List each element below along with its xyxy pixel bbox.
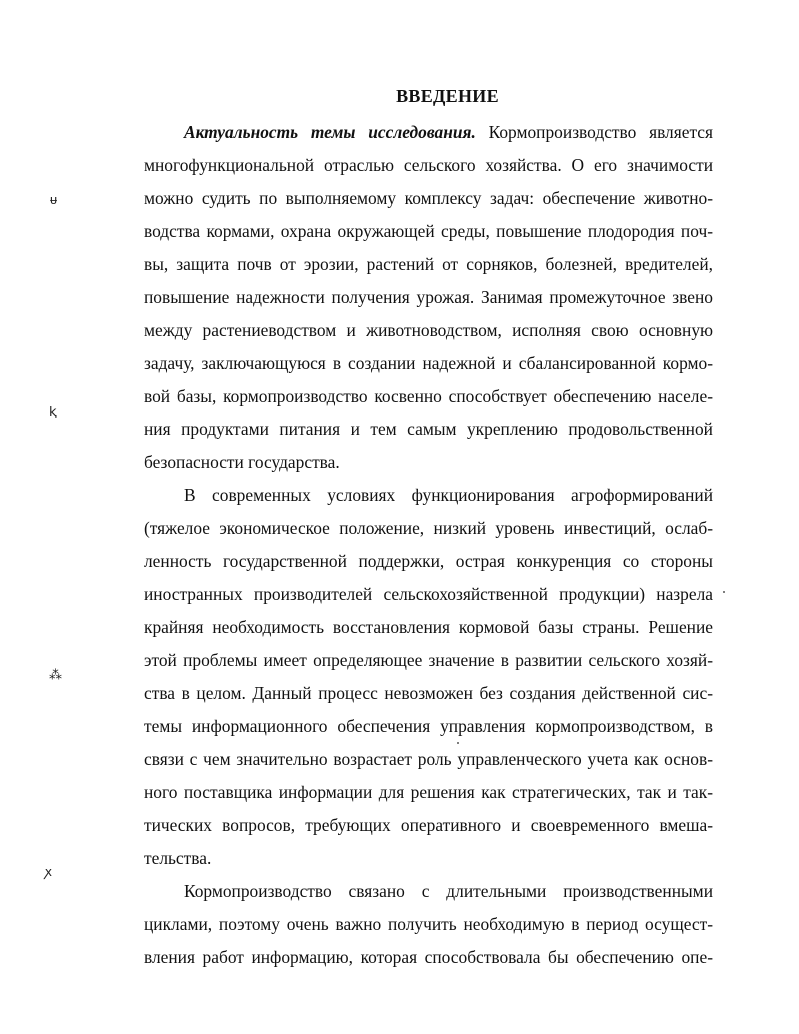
text-line: вления работ информацию, которая способствовала бы обеспечению опе-: [144, 947, 713, 967]
text-line: крайняя необходимость восстановления кормовой базы страны. Решение: [144, 617, 713, 637]
text-line: многофункциональной отраслью сельского хозяйства. О его значимости: [144, 155, 713, 175]
scan-mark-2: ⱪ: [49, 405, 57, 420]
text-line: между растениеводством и животноводством, исполняя свою основную: [144, 320, 713, 340]
text-line: вой базы, кормопроизводство косвенно способствует обеспечению населе-: [144, 386, 713, 406]
text-line: ния продуктами питания и тем самым укреплению продовольственной: [144, 419, 713, 439]
text-line: циклами, поэтому очень важно получить необходимую в период осущест-: [144, 914, 713, 934]
document-title: ВВЕДЕНИЕ: [396, 86, 499, 106]
scan-speck: [457, 742, 459, 744]
text-line: можно судить по выполняемому комплексу задач: обеспечение животно-: [144, 188, 713, 208]
scan-mark-4: ꭗ: [45, 865, 52, 880]
text-line: вы, защита почв от эрозии, растений от сорняков, болезней, вредителей,: [144, 254, 713, 274]
text-line: темы информационного обеспечения управления кормопроизводством, в: [144, 716, 713, 736]
text-line: В современных условиях функционирования агроформирований: [184, 485, 713, 505]
section-lead: Актуальность темы исследования.: [184, 122, 476, 142]
text-line: тельства.: [144, 848, 212, 868]
text-line: ного поставщика информации для решения как стратегических, так и так-: [144, 782, 713, 802]
text-line: (тяжелое экономическое положение, низкий уровень инвестиций, ослаб-: [144, 518, 713, 538]
text-line: задачу, заключающуюся в создании надежной и сбалансированной кормо-: [144, 353, 713, 373]
scan-mark-3: ⁂: [49, 668, 62, 683]
text-line: безопасности государства.: [144, 452, 340, 472]
text-line: иностранных производителей сельскохозяйственной продукции) назрела: [144, 584, 713, 604]
text-line: ства в целом. Данный процесс невозможен без создания действенной сис-: [144, 683, 713, 703]
text-line: водства кормами, охрана окружающей среды, повышение плодородия поч-: [144, 221, 713, 241]
text-line: связи с чем значительно возрастает роль управленческого учета как основ-: [144, 749, 713, 769]
text-line: этой проблемы имеет определяющее значение в развитии сельского хозяй-: [144, 650, 713, 670]
text-line: ленность государственной поддержки, острая конкуренция со стороны: [144, 551, 713, 571]
scan-mark-1: ᵾ: [50, 193, 58, 208]
paragraph-1-line-1: [184, 120, 713, 144]
text-line: повышение надежности получения урожая. Занимая промежуточное звено: [144, 287, 713, 307]
scan-speck: [723, 591, 725, 593]
paragraph-1-line-1-rest: Кормопроизводство является: [488, 122, 713, 142]
text-line: тических вопросов, требующих оперативного и своевременного вмеша-: [144, 815, 713, 835]
text-line: Кормопроизводство связано с длительными производственными: [184, 881, 713, 901]
